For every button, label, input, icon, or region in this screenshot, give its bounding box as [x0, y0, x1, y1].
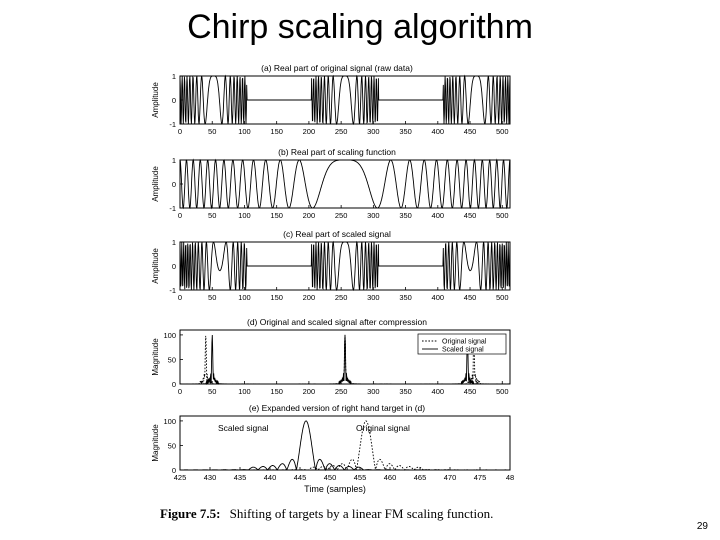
x-tick-label-3-0: 0	[177, 387, 183, 396]
x-tick-label-2-1: 50	[208, 293, 217, 302]
x-tick-label-0-8: 400	[431, 127, 445, 136]
x-tick-label-3-2: 100	[238, 387, 251, 396]
x-tick-label-4-1: 430	[203, 473, 217, 482]
slide-title: Chirp scaling algorithm	[187, 8, 533, 46]
x-tick-label-0-2: 100	[238, 127, 251, 136]
x-tick-label-0-1: 50	[208, 127, 217, 136]
y-tick-label-4-2: 100	[163, 416, 176, 426]
series-line-0-0	[180, 76, 510, 124]
x-tick-label-4-2: 435	[233, 473, 247, 482]
x-tick-label-3-9: 450	[463, 387, 477, 396]
x-tick-label-1-4: 200	[302, 211, 316, 220]
x-tick-label-1-8: 400	[431, 211, 445, 220]
x-tick-label-4-3: 440	[263, 473, 277, 482]
x-tick-label-0-10: 500	[496, 127, 509, 136]
x-tick-label-3-1: 50	[208, 387, 217, 396]
panel-title-4: (e) Expanded version of right hand target in (d)	[248, 403, 426, 413]
y-tick-label-0-1: 0	[171, 96, 176, 105]
y-axis-label-1: Amplitude	[151, 166, 160, 202]
y-axis-label-0: Amplitude	[151, 82, 160, 118]
x-tick-label-0-3: 150	[270, 127, 283, 136]
x-tick-label-4-5: 450	[323, 473, 337, 482]
page-number: 29	[696, 521, 708, 532]
x-tick-label-4-10: 475	[473, 473, 487, 482]
y-tick-label-0-2: 1	[171, 72, 176, 81]
annotation-scaled-signal: Scaled signal	[218, 423, 269, 433]
x-tick-label-1-2: 100	[238, 211, 251, 220]
x-tick-label-2-9: 450	[463, 293, 477, 302]
x-tick-label-0-5: 250	[334, 127, 348, 136]
y-tick-label-2-0: -1	[169, 286, 176, 295]
x-tick-label-4-0: 425	[173, 473, 187, 482]
y-tick-label-3-0: 0	[171, 380, 176, 389]
x-tick-label-2-2: 100	[238, 293, 251, 302]
x-tick-label-1-0: 0	[177, 211, 183, 220]
x-tick-label-2-7: 350	[399, 293, 412, 302]
x-tick-label-2-0: 0	[177, 293, 183, 302]
x-tick-label-4-6: 455	[353, 473, 367, 482]
figure-chirp-scaling	[140, 50, 520, 525]
x-tick-label-2-8: 400	[431, 293, 445, 302]
series-line-1-0	[180, 160, 510, 208]
x-tick-label-4-9: 470	[443, 473, 457, 482]
y-tick-label-2-1: 0	[171, 262, 176, 271]
x-tick-label-4-8: 465	[413, 473, 427, 482]
x-axis-label-4: Time (samples)	[304, 484, 366, 494]
y-tick-label-3-2: 100	[163, 330, 176, 340]
x-tick-label-4-7: 460	[383, 473, 397, 482]
y-tick-label-4-0: 0	[171, 466, 176, 475]
x-tick-label-2-6: 300	[367, 293, 380, 302]
x-tick-label-1-7: 350	[399, 211, 412, 220]
annotation-original-signal: Original signal	[356, 423, 410, 433]
x-tick-label-1-3: 150	[270, 211, 283, 220]
panel-title-3: (d) Original and scaled signal after compression	[246, 317, 428, 327]
series-line-2-0	[180, 242, 510, 290]
x-tick-label-1-9: 450	[463, 211, 477, 220]
y-tick-label-1-0: -1	[169, 204, 176, 213]
x-tick-label-1-5: 250	[334, 211, 348, 220]
x-tick-label-4-11: 48	[505, 473, 515, 482]
figure-caption	[160, 506, 493, 522]
x-tick-label-0-9: 450	[463, 127, 477, 136]
x-tick-label-3-6: 300	[367, 387, 380, 396]
x-tick-label-3-3: 150	[270, 387, 283, 396]
y-axis-label-3: Magnitude	[151, 338, 160, 376]
legend-label-3-1: Scaled signal	[442, 346, 484, 354]
x-tick-label-2-5: 250	[334, 293, 348, 302]
y-axis-label-2: Amplitude	[151, 248, 160, 284]
x-tick-label-1-6: 300	[367, 211, 380, 220]
caption-label: Figure 7.5:	[160, 506, 221, 521]
y-tick-label-1-1: 0	[171, 180, 176, 189]
panel-title-1: (b) Real part of scaling function	[278, 147, 396, 157]
panel-title-2: (c) Real part of scaled signal	[283, 229, 391, 239]
x-tick-label-3-8: 400	[431, 387, 445, 396]
x-tick-label-2-10: 500	[496, 293, 509, 302]
x-tick-label-0-0: 0	[177, 127, 183, 136]
x-tick-label-3-5: 250	[334, 387, 348, 396]
x-tick-label-1-1: 50	[208, 211, 217, 220]
x-tick-label-2-4: 200	[302, 293, 316, 302]
y-tick-label-0-0: -1	[169, 120, 176, 129]
x-tick-label-3-7: 350	[399, 387, 412, 396]
panel-title-0: (a) Real part of original signal (raw data)	[261, 63, 413, 73]
y-tick-label-4-1: 50	[167, 441, 176, 451]
x-tick-label-3-10: 500	[496, 387, 509, 396]
x-tick-label-2-3: 150	[270, 293, 283, 302]
y-tick-label-2-2: 1	[171, 238, 176, 247]
x-tick-label-0-4: 200	[302, 127, 316, 136]
y-axis-label-4: Magnitude	[151, 424, 160, 462]
y-tick-label-1-2: 1	[171, 156, 176, 165]
x-tick-label-0-7: 350	[399, 127, 412, 136]
x-tick-label-1-10: 500	[496, 211, 509, 220]
legend-label-3-0: Original signal	[442, 338, 487, 346]
x-tick-label-4-4: 445	[293, 473, 307, 482]
x-tick-label-0-6: 300	[367, 127, 380, 136]
caption-text: Shifting of targets by a linear FM scaling function.	[229, 506, 494, 521]
y-tick-label-3-1: 50	[167, 355, 176, 365]
x-tick-label-3-4: 200	[302, 387, 316, 396]
